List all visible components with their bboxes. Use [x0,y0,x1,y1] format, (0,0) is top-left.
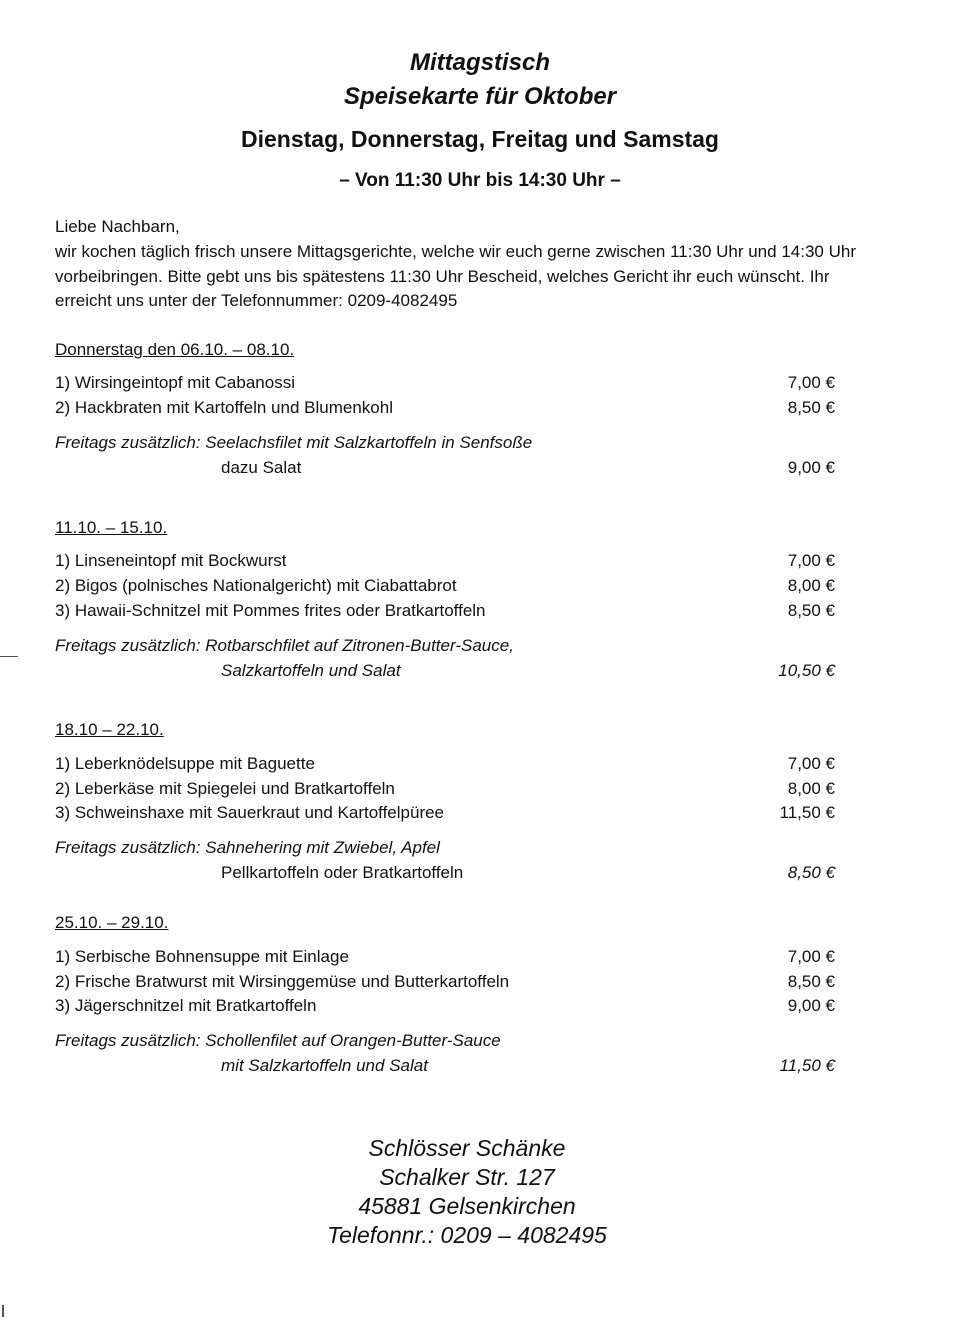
intro-greeting: Liebe Nachbarn, [55,217,180,236]
menu-item [55,972,835,992]
special-label: Freitags zusätzlich: [55,636,201,655]
special-label: Freitags zusätzlich: [55,433,201,452]
menu-item-name: 3) Jägerschnitzel mit Bratkartoffeln [55,996,317,1015]
menu-item-price: 8,50 € [787,398,835,417]
special-line1: Rotbarschfilet auf Zitronen-Butter-Sauce, [205,636,514,655]
service-days: Dienstag, Donnerstag, Freitag und Samstag [241,126,719,152]
week-heading: Donnerstag den 06.10. – 08.10. [55,340,295,359]
menu-item [55,601,835,621]
menu-item [55,576,835,596]
menu-item-price: 9,00 € [787,996,835,1015]
special-line2: dazu Salat [221,458,302,477]
special-price: 11,50 € [779,1056,835,1075]
menu-item-price: 8,00 € [787,779,835,798]
special-line1: Seelachsfilet mit Salzkartoffeln in Senfsoße [205,433,533,452]
menu-item-price: 7,00 € [787,754,835,773]
restaurant-city: 45881 Gelsenkirchen [358,1193,576,1219]
special-line1: Schollenfilet auf Orangen-Butter-Sauce [205,1031,501,1050]
special-line2: Pellkartoffeln oder Bratkartoffeln [221,863,464,882]
week-heading: 11.10. – 15.10. [55,518,168,537]
menu-item [55,947,835,967]
page-subtitle: Speisekarte für Oktober [343,83,617,110]
restaurant-name: Schlösser Schänke [368,1135,566,1161]
special-label: Freitags zusätzlich: [55,1031,201,1050]
menu-item-name: 2) Hackbraten mit Kartoffeln und Blumenkohl [55,398,393,417]
intro-text: wir kochen täglich frisch unsere Mittagsgerichte, welche wir euch gerne zwischen 11:30 Uhr und 14:30 Uhr vorbeibringen. Bitte gebt uns bis spätestens 11:30 Uhr Bescheid, welches Gericht ihr euch wünscht. Ihr erreicht uns unter der Telefonnummer: 0209-4082495 [55,242,856,310]
friday-special [55,433,835,477]
special-price: 9,00 € [787,458,835,477]
menu-item-price: 7,00 € [787,373,835,392]
special-price: 10,50 € [778,661,835,680]
special-line2: Salzkartoffeln und Salat [221,661,401,680]
scan-artifact [2,1305,4,1317]
restaurant-phone: Telefonnr.: 0209 – 4082495 [327,1222,607,1248]
restaurant-street: Schalker Str. 127 [379,1164,555,1190]
menu-item-price: 8,00 € [787,576,835,595]
week-heading: 18.10 – 22.10. [55,720,164,739]
menu-item-price: 11,50 € [779,803,835,822]
menu-item-name: 2) Frische Bratwurst mit Wirsinggemüse und Butterkartoffeln [55,972,510,991]
menu-item-price: 8,50 € [787,601,835,620]
menu-item [55,373,835,393]
special-line2: mit Salzkartoffeln und Salat [221,1056,428,1075]
scan-artifact [0,656,18,657]
menu-item [55,398,835,418]
service-hours: – Von 11:30 Uhr bis 14:30 Uhr – [339,170,621,191]
menu-item-name: 1) Wirsingeintopf mit Cabanossi [55,373,295,392]
page-title: Mittagstisch [409,49,550,76]
menu-item-price: 7,00 € [787,551,835,570]
menu-item-name: 1) Serbische Bohnensuppe mit Einlage [55,947,349,966]
menu-item-name: 3) Schweinshaxe mit Sauerkraut und Kartoffelpüree [55,803,445,822]
menu-item-price: 7,00 € [787,947,835,966]
menu-item-name: 1) Leberknödelsuppe mit Baguette [55,754,315,773]
menu-item [55,803,835,823]
menu-item-name: 1) Linseneintopf mit Bockwurst [55,551,287,570]
week-heading: 25.10. – 29.10. [55,913,169,932]
menu-item [55,754,835,774]
special-label: Freitags zusätzlich: [55,838,201,857]
menu-item [55,996,835,1016]
friday-special [55,636,835,680]
special-price: 8,50 € [787,863,835,882]
menu-item [55,779,835,799]
friday-special [55,838,835,882]
menu-item-name: 2) Leberkäse mit Spiegelei und Bratkartoffeln [55,779,395,798]
menu-item-name: 3) Hawaii-Schnitzel mit Pommes frites oder Bratkartoffeln [55,601,486,620]
menu-item-name: 2) Bigos (polnisches Nationalgericht) mit Ciabattabrot [55,576,457,595]
special-line1: Sahnehering mit Zwiebel, Apfel [205,838,440,857]
friday-special [55,1031,835,1075]
menu-item [55,551,835,571]
menu-item-price: 8,50 € [787,972,835,991]
